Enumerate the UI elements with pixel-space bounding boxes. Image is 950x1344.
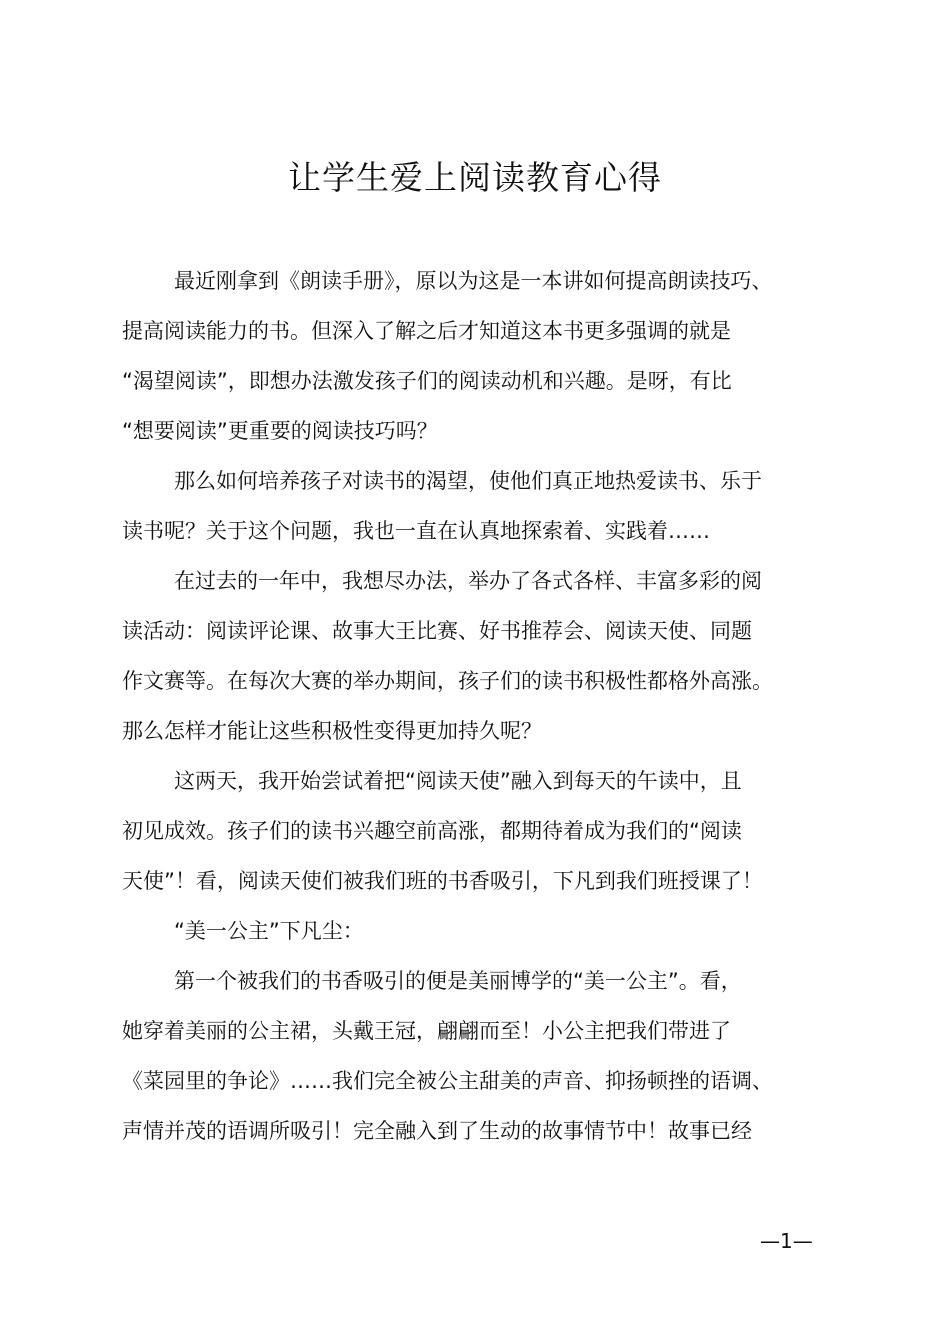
text-line: 声情并茂的语调所吸引！完全融入到了生动的故事情节中！故事已经 (122, 1119, 752, 1143)
text-line: “渴望阅读”，即想办法激发孩子们的阅读动机和兴趣。是呀，有比 (122, 369, 732, 393)
text-line: 提高阅读能力的书。但深入了解之后才知道这本书更多强调的就是 (122, 319, 731, 343)
document-body (122, 256, 842, 1156)
section-heading: “美一公主”下凡尘： (174, 919, 364, 943)
text-line: 第一个被我们的书香吸引的便是美丽博学的“美一公主”。看， (174, 969, 742, 993)
document-title: 让学生爱上阅读教育心得 (288, 158, 662, 197)
text-line: 那么怎样才能让这些积极性变得更加持久呢？ (122, 719, 542, 743)
text-line: 读书呢？关于这个问题，我也一直在认真地探索着、实践着…… (122, 519, 710, 543)
text-line: 天使”！看，阅读天使们被我们班的书香吸引，下凡到我们班授课了！ (122, 869, 763, 893)
page-number: —1— (760, 1229, 813, 1253)
text-line: 初见成效。孩子们的读书兴趣空前高涨，都期待着成为我们的“阅读 (122, 819, 742, 843)
text-line: 这两天，我开始尝试着把“阅读天使”融入到每天的午读中，且 (174, 769, 742, 793)
text-line: 最近刚拿到《朗读手册》，原以为这是一本讲如何提高朗读技巧、 (174, 269, 773, 293)
text-line: 《菜园里的争论》……我们完全被公主甜美的声音、抑扬顿挫的语调、 (122, 1069, 773, 1093)
text-line: “想要阅读”更重要的阅读技巧吗？ (122, 419, 438, 443)
text-line: 在过去的一年中，我想尽办法，举办了各式各样、丰富多彩的阅 (174, 569, 762, 593)
text-line: 那么如何培养孩子对读书的渴望，使他们真正地热爱读书、乐于 (174, 469, 762, 493)
text-line: 作文赛等。在每次大赛的举办期间，孩子们的读书积极性都格外高涨。 (122, 669, 773, 693)
text-line: 她穿着美丽的公主裙，头戴王冠，翩翩而至！小公主把我们带进了 (122, 1019, 731, 1043)
text-line: 读活动：阅读评论课、故事大王比赛、好书推荐会、阅读天使、同题 (122, 619, 752, 643)
